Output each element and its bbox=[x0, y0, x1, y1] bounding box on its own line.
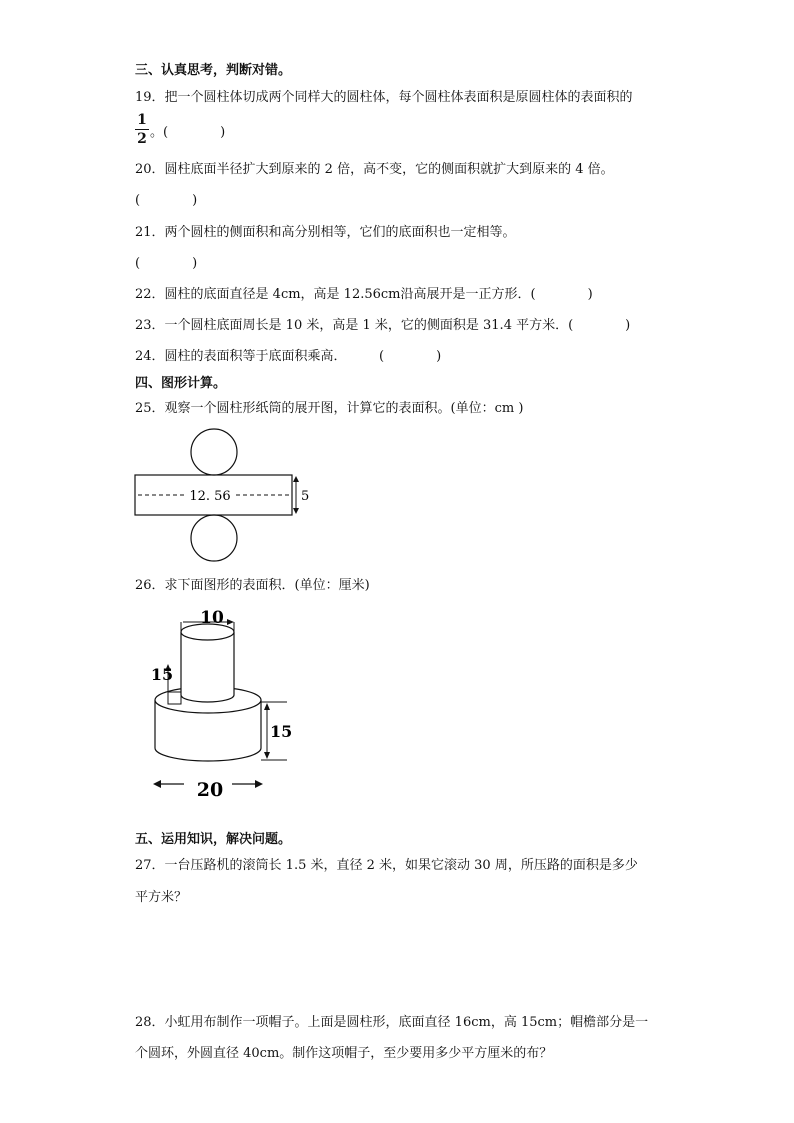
height-arrowhead-bottom bbox=[293, 508, 299, 514]
fraction-numerator: 1 bbox=[137, 112, 147, 128]
question-24: 24．圆柱的表面积等于底面积乘高． ( ) bbox=[135, 349, 442, 364]
top-diameter-arrowhead-right bbox=[227, 619, 234, 625]
question-21-answer: ( ) bbox=[135, 256, 198, 271]
section-4-heading: 四、图形计算。 bbox=[135, 376, 227, 391]
bottom-height-arrowhead-bottom bbox=[264, 752, 270, 759]
fraction-denominator: 2 bbox=[137, 131, 147, 147]
question-22: 22．圆柱的底面直径是 4cm，高是 12.56cm沿高展开是一正方形．( ) bbox=[135, 287, 593, 302]
question-26: 26．求下面图形的表面积．(单位：厘米) bbox=[135, 578, 370, 593]
top-height-label: 15 bbox=[150, 665, 174, 684]
question-27: 27．一台压路机的滚筒长 1.5 米，直径 2 米，如果它滚动 30 周，所压路的面积是多少 bbox=[135, 858, 638, 873]
question-28-line-2: 个圆环，外圆直径 40cm。制作这项帽子，至少要用多少平方厘米的布？ bbox=[135, 1046, 553, 1061]
fraction-bar bbox=[135, 129, 149, 130]
top-cylinder-sides bbox=[181, 632, 234, 702]
question-19: 19．把一个圆柱体切成两个同样大的圆柱体，每个圆柱体表面积是原圆柱体的表面积的 bbox=[135, 90, 633, 105]
bottom-diameter-label: 20 bbox=[196, 779, 224, 801]
width-label: 12. 56 bbox=[189, 489, 231, 504]
question-20-answer: ( ) bbox=[135, 193, 198, 208]
top-diameter-label: 10 bbox=[200, 608, 224, 628]
question-19-answer: 。( ) bbox=[150, 125, 226, 140]
bottom-height-arrowhead-top bbox=[264, 703, 270, 710]
question-23: 23．一个圆柱底面周长是 10 米，高是 1 米，它的侧面积是 31.4 平方米．( ) bbox=[135, 318, 631, 333]
cylinder-net-figure bbox=[120, 420, 320, 570]
question-20: 20．圆柱底面半径扩大到原来的 2 倍，高不变，它的侧面积就扩大到原来的 4 倍。 bbox=[135, 162, 614, 177]
stacked-cylinders-figure bbox=[140, 600, 310, 805]
section-5-heading: 五、运用知识，解决问题。 bbox=[135, 832, 292, 847]
question-28: 28．小虹用布制作一项帽子。上面是圆柱形，底面直径 16cm，高 15cm；帽檐部分是一 bbox=[135, 1015, 649, 1030]
bottom-height-label: 15 bbox=[270, 722, 293, 741]
question-25: 25．观察一个圆柱形纸筒的展开图，计算它的表面积。(单位：cm ) bbox=[135, 401, 524, 416]
section-3-heading: 三、认真思考，判断对错。 bbox=[135, 63, 292, 78]
bottom-circle bbox=[191, 515, 237, 561]
height-label: 5 bbox=[301, 489, 310, 504]
top-circle bbox=[191, 429, 237, 475]
question-19-fraction bbox=[135, 112, 149, 147]
bottom-diameter-arrowhead-right bbox=[255, 780, 263, 788]
question-21: 21．两个圆柱的侧面积和高分别相等，它们的底面积也一定相等。 bbox=[135, 225, 516, 240]
question-27-line-2: 平方米？ bbox=[135, 890, 188, 905]
bottom-diameter-arrowhead-left bbox=[153, 780, 161, 788]
height-arrowhead-top bbox=[293, 476, 299, 482]
